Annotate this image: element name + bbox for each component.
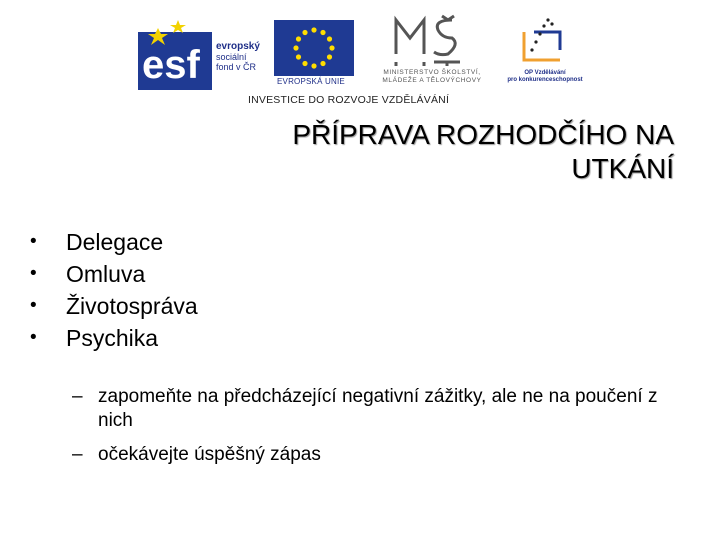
- msmt-line2: MLÁDEŽE A TĚLOVÝCHOVY: [382, 77, 482, 84]
- slide-title: [154, 118, 674, 186]
- opvk-text: [498, 70, 592, 84]
- bullet-item: [30, 290, 690, 322]
- sub-bullet-item: [72, 385, 672, 433]
- bullet-icon: •: [30, 295, 37, 316]
- bullet-icon: •: [30, 327, 37, 348]
- dash-icon: –: [72, 386, 83, 407]
- sub-bullet-text: zapomeňte na předcházející negativní zážitky, ale ne na poučení z nich: [98, 386, 658, 431]
- sub-bullet-list: [72, 385, 672, 477]
- bullet-item: [30, 226, 690, 258]
- bullet-item: [30, 258, 690, 290]
- title-line2: UTKÁNÍ: [571, 153, 674, 184]
- bullet-icon: •: [30, 231, 37, 252]
- tagline: INVESTICE DO ROZVOJE VZDĚLÁVÁNÍ: [248, 94, 450, 106]
- msmt-line1: MINISTERSTVO ŠKOLSTVÍ,: [383, 69, 481, 76]
- bullet-text: Delegace: [66, 229, 164, 255]
- esf-text: [216, 42, 260, 72]
- bullet-list: [30, 226, 690, 354]
- bullet-text: Omluva: [66, 261, 146, 287]
- esf-line3: fond v ČR: [216, 62, 257, 72]
- sub-bullet-text: očekávejte úspěšný zápas: [98, 444, 321, 465]
- sub-bullet-item: [72, 443, 672, 467]
- eu-text: EVROPSKÁ UNIE: [277, 77, 345, 86]
- msmt-text: [369, 69, 495, 85]
- title-line1: PŘÍPRAVA ROZHODČÍHO NA: [292, 119, 674, 150]
- bullet-text: Životospráva: [66, 293, 198, 319]
- svg-text:esf: esf: [142, 43, 200, 87]
- bullet-item: [30, 322, 690, 354]
- opvk-line2: pro konkurenceschopnost: [507, 77, 583, 83]
- bullet-text: Psychika: [66, 325, 159, 351]
- bullet-icon: •: [30, 263, 37, 284]
- esf-line1: evropský: [216, 41, 260, 52]
- logo-band: [138, 14, 584, 106]
- dash-icon: –: [72, 444, 83, 465]
- esf-line2: sociální: [216, 52, 247, 62]
- opvk-line1: OP Vzdělávání: [524, 70, 566, 76]
